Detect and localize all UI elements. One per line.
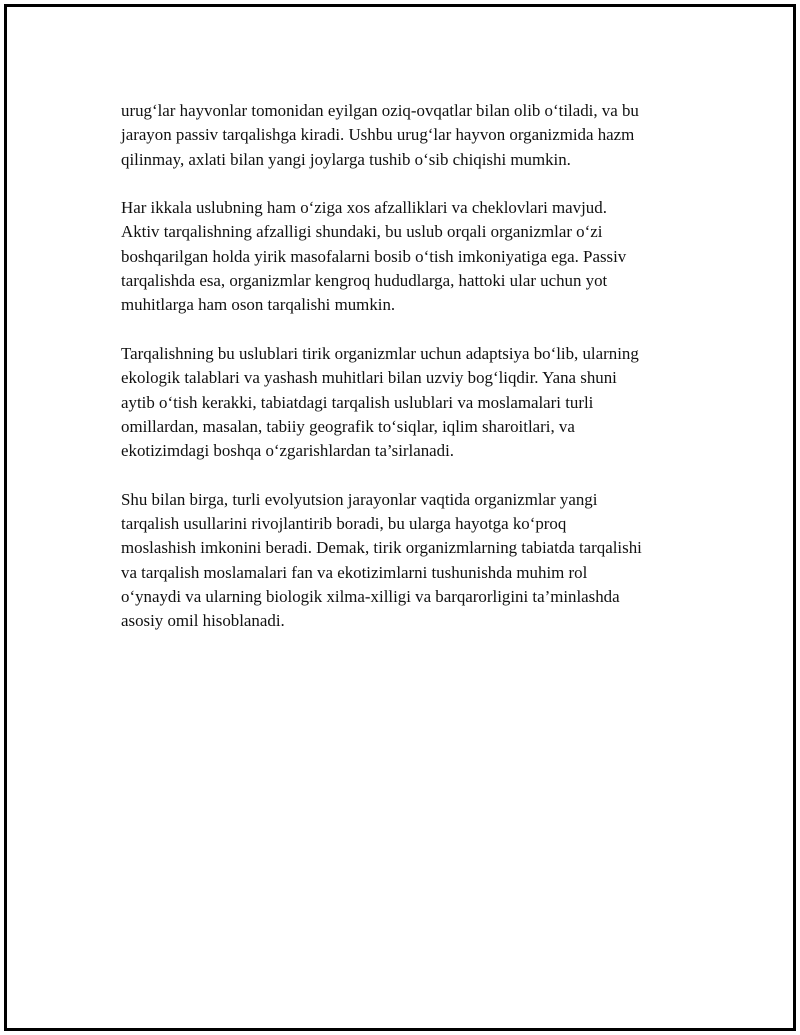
paragraph-4: Shu bilan birga, turli evolyutsion jarayonlar vaqtida organizmlar yangi tarqalish usullarini rivojlantirib boradi, bu ularga hayotga ko‘proq moslashish imkonini beradi. Demak, tirik organizmlarning tabiatda tarqalishi va tarqalish moslamalari fan va ekotizimlarni tushunishda muhim rol o‘ynaydi va ularning biologik xilma-xilligi va barqarorligini ta’minlashda asosiy omil hisoblanadi. <box>121 489 642 631</box>
paragraph-1: urug‘lar hayvonlar tomonidan eyilgan oziq-ovqatlar bilan olib o‘tiladi, va bu jarayon passiv tarqalishga kiradi. Ushbu urug‘lar hayvon organizmida hazm qilinmay, axlati bilan yangi joylarga tushib o‘sib chiqishi mumkin. <box>121 101 639 169</box>
paragraph-3: Tarqalishning bu uslublari tirik organizmlar uchun adaptsiya bo‘lib, ularning ekologik talablari va yashash muhitlari bilan uzviy bog‘liqdir. Yana shuni aytib o‘tish kerakki, tabiatdagi tarqalish uslublari va moslamalari turli omillardan, masalan, tabiiy geografik to‘siqlar, iqlim sharoitlari, va ekotizimdagi boshqa o‘zgarishlardan ta’sirlanadi. <box>121 343 639 461</box>
paragraph-2: Har ikkala uslubning ham o‘ziga xos afzalliklari va cheklovlari mavjud. Aktiv tarqalishning afzalligi shundaki, bu uslub orqali organizmlar o‘zi boshqarilgan holda yirik masofalarni bosib o‘tish imkoniyatiga ega. Passiv tarqalishda esa, organizmlar kengroq hududlarga, hattoki ular uchun yot muhitlarga ham oson tarqalishi mumkin. <box>121 198 627 315</box>
page-frame <box>4 4 796 1031</box>
document-body <box>121 99 701 658</box>
